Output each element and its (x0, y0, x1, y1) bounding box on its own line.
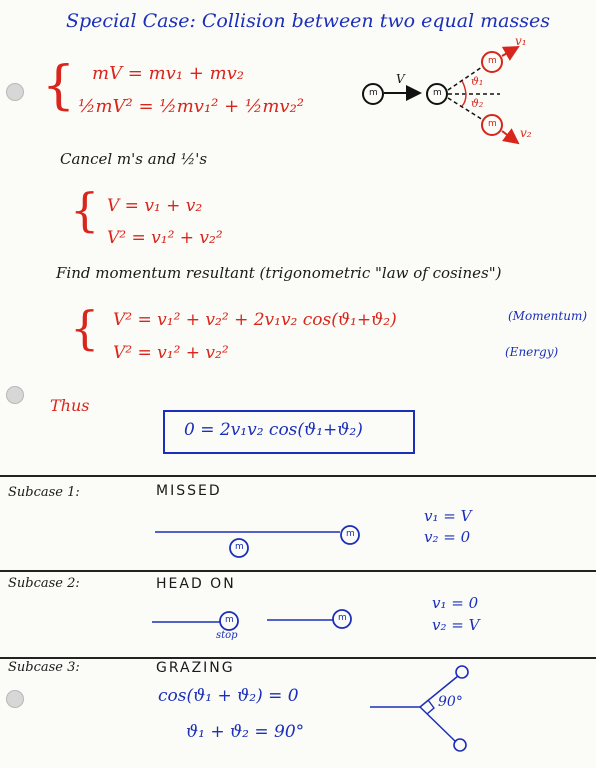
missed-mass-moving: m (346, 529, 355, 539)
missed-mass-still: m (235, 542, 244, 552)
thus-label: Thus (50, 396, 90, 415)
subcase-1-v1: v₁ = V (424, 507, 472, 525)
grazing-ball-up (456, 666, 468, 678)
mass-label-scattered-2: m (488, 119, 497, 129)
simplified-energy: V² = v₁² + v₂² (107, 228, 223, 248)
subcase-2-label: Subcase 2: (8, 576, 80, 591)
energy-tag: (Energy) (505, 345, 559, 359)
velocity-label-v1: v₁ (515, 34, 527, 48)
brace-2: { (70, 183, 100, 237)
subcase-1-v2: v₂ = 0 (424, 528, 471, 546)
momentum-tag: (Momentum) (508, 309, 588, 323)
subcase-3-angle-sum: ϑ₁ + ϑ₂ = 90° (186, 722, 305, 742)
cosine-law-equation: V² = v₁² + v₂² + 2v₁v₂ cos(ϑ₁+ϑ₂) (113, 310, 397, 330)
velocity-arrow-v2 (502, 131, 518, 143)
separator-1 (0, 475, 596, 477)
separator-2 (0, 570, 596, 572)
velocity-arrow-v1 (502, 47, 518, 56)
stop-label: stop (216, 630, 238, 641)
subcase-2-v2: v₂ = V (432, 616, 480, 634)
head-on-mass-stopped: m (225, 615, 234, 625)
velocity-label-v2: v₂ (520, 126, 532, 140)
simplified-momentum: V = v₁ + v₂ (107, 196, 203, 216)
mass-label-target: m (433, 88, 442, 98)
subcase-1-name: MISSED (156, 483, 222, 499)
grazing-angle-label: 90° (438, 694, 463, 710)
energy-equation: ½mV² = ½mv₁² + ½mv₂² (78, 96, 305, 117)
momentum-equation: mV = mv₁ + mv₂ (92, 63, 245, 84)
right-angle-mark (427, 700, 434, 714)
subcase-1-label: Subcase 1: (8, 485, 80, 500)
angle-arc-theta2 (462, 94, 466, 106)
subcase-2-v1: v₁ = 0 (432, 594, 479, 612)
subcase-3-name: GRAZING (156, 660, 235, 676)
grazing-ball-down (454, 739, 466, 751)
velocity-label-v: V (396, 72, 405, 86)
grazing-branch-down (420, 707, 456, 742)
head-on-diagram (152, 610, 351, 630)
angle-label-theta2: ϑ₂ (471, 97, 484, 110)
missed-diagram (155, 526, 359, 557)
angle-arc-theta1 (462, 81, 466, 94)
law-of-cosines-note: Find momentum resultant (trigonometric "law of cosines") (56, 264, 502, 282)
subcase-3-label: Subcase 3: (8, 660, 80, 675)
angle-label-theta1: ϑ₁ (471, 75, 484, 88)
brace-3: { (70, 301, 100, 355)
page-title: Special Case: Collision between two equal masses (66, 10, 551, 32)
separator-3 (0, 657, 596, 659)
mass-label-incoming: m (369, 88, 378, 98)
mass-label-scattered-1: m (488, 56, 497, 66)
boxed-result: 0 = 2v₁v₂ cos(ϑ₁+ϑ₂) (184, 420, 363, 440)
brace-1: { (42, 56, 76, 116)
energy-equation-2: V² = v₁² + v₂² (113, 343, 229, 363)
head-on-mass-moving: m (338, 613, 347, 623)
cancel-note: Cancel m's and ½'s (60, 150, 208, 168)
subcase-2-name: HEAD ON (156, 576, 236, 592)
subcase-3-cosine: cos(ϑ₁ + ϑ₂) = 0 (158, 686, 299, 706)
